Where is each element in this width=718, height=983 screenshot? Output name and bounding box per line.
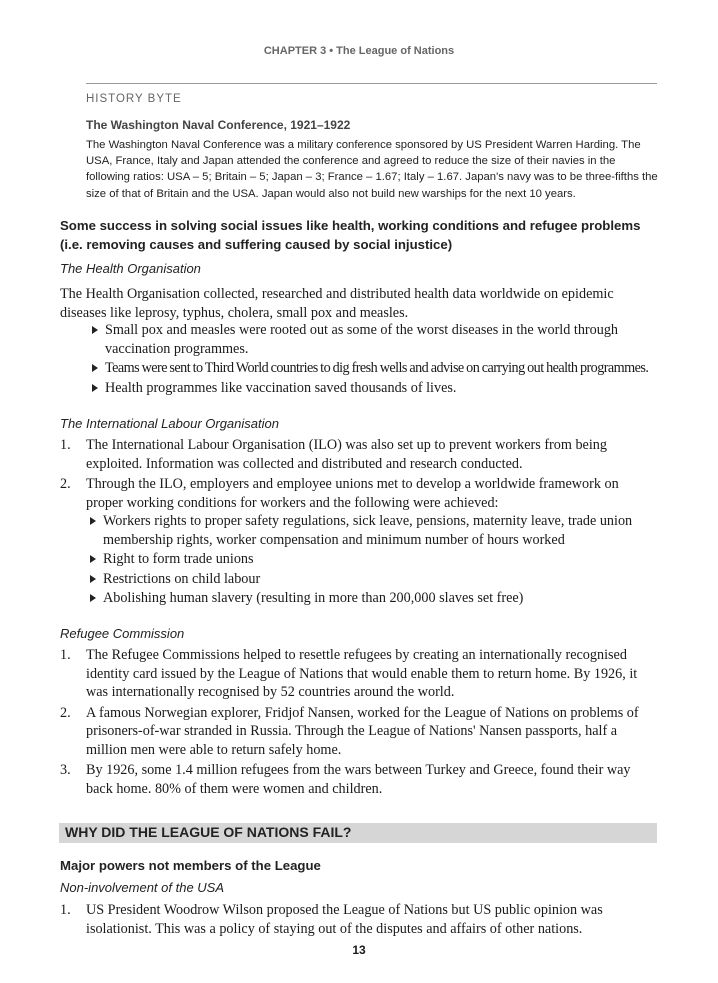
bullet-triangle-icon bbox=[90, 555, 96, 563]
usa-non-involvement-title: Non-involvement of the USA bbox=[60, 880, 225, 895]
numbered-item: 1. The Refugee Commissions helped to resettle refugees by creating an internationally recognised identity card issued by the League of Nations that would enable them to return home. By 1926, it was internationally recognised by 52 countries around the world. bbox=[60, 647, 638, 700]
bullet-triangle-icon bbox=[92, 326, 98, 334]
history-byte-title: The Washington Naval Conference, 1921–1922 bbox=[86, 118, 351, 132]
numbered-item: 1. US President Woodrow Wilson proposed the League of Nations but US public opinion was isolationist. This was a policy of staying out of the disputes and affairs of other nations. bbox=[60, 902, 603, 937]
list-item: Small pox and measles were rooted out as some of the worst diseases in the world through vaccination programmes. bbox=[88, 321, 668, 358]
social-issues-heading bbox=[60, 216, 680, 254]
bullet-triangle-icon bbox=[92, 364, 98, 372]
numbered-item: 2. Through the ILO, employers and employee unions met to develop a worldwide framework on proper working conditions for workers and the following were achieved: Workers rights to proper safety regulations, sick leave, pensions, maternity leave, trade union membership rights, worker compensation and minimum number of hours worked Right to form trade unions Restrictions on child labour Abolishing human slavery (resulting in more than 200,000 slaves set free) bbox=[60, 475, 658, 608]
list-item: Health programmes like vaccination saved thousands of lives. bbox=[88, 379, 668, 398]
list-item: Restrictions on child labour bbox=[86, 570, 658, 589]
page-number: 13 bbox=[352, 943, 366, 957]
ilo-title: The International Labour Organisation bbox=[60, 416, 279, 431]
health-organisation-title: The Health Organisation bbox=[60, 261, 201, 276]
list-item: Workers rights to proper safety regulations, sick leave, pensions, maternity leave, trade union membership rights, worker compensation and minimum number of hours worked bbox=[86, 512, 658, 549]
list-item: Right to form trade unions bbox=[86, 550, 658, 569]
major-powers-subheading: Major powers not members of the League bbox=[60, 858, 321, 873]
history-byte-label: HISTORY BYTE bbox=[86, 93, 182, 105]
health-organisation-intro: The Health Organisation collected, researched and distributed health data worldwide on epidemic diseases like leprosy, typhus, cholera, small pox and measles. bbox=[60, 286, 614, 321]
numbered-item: 3. By 1926, some 1.4 million refugees from the wars between Turkey and Greece, found their way back home. 80% of them were women and children. bbox=[60, 762, 631, 797]
ilo-list bbox=[60, 436, 658, 610]
bullet-triangle-icon bbox=[92, 384, 98, 392]
social-issues-heading-line2: (i.e. removing causes and suffering caused by social injustice) bbox=[60, 237, 453, 252]
social-issues-heading-line1: Some success in solving social issues like health, working conditions and refugee problems bbox=[60, 218, 641, 233]
refugee-list bbox=[60, 646, 658, 800]
refugee-commission-title: Refugee Commission bbox=[60, 626, 185, 641]
section-heading: WHY DID THE LEAGUE OF NATIONS FAIL? bbox=[65, 824, 352, 840]
bullet-triangle-icon bbox=[90, 575, 96, 583]
ilo-bullet-list bbox=[86, 512, 658, 608]
health-bullet-list bbox=[88, 321, 668, 398]
bullet-triangle-icon bbox=[90, 594, 96, 602]
header-divider bbox=[86, 83, 657, 84]
list-item: Abolishing human slavery (resulting in more than 200,000 slaves set free) bbox=[86, 589, 658, 608]
section-heading-bar bbox=[59, 823, 657, 843]
history-byte-body: The Washington Naval Conference was a military conference sponsored by US President Warren Harding. The USA, France, Italy and Japan attended the conference and agreed to reduce the size of their navies in the following ratios: USA – 5; Britain – 5; Japan – 3; France – 1.67; Italy – 1.67. Japan's navy was to be three-fifths the size of that of Britain and the USA. Japan would also not build new warships for the next 10 years. bbox=[86, 139, 658, 200]
numbered-item: 1. The International Labour Organisation (ILO) was also set up to prevent workers from being exploited. Information was collected and distributed and research conducted. bbox=[60, 437, 607, 472]
bullet-triangle-icon bbox=[90, 517, 96, 525]
usa-list bbox=[60, 901, 658, 940]
numbered-item: 2. A famous Norwegian explorer, Fridjof Nansen, worked for the League of Nations on problems of prisoners-of-war stranded in Russia. Through the League of Nations' Nansen passports, half a million men were able to return safely home. bbox=[60, 704, 639, 758]
list-item: Teams were sent to Third World countries to dig fresh wells and advise on carrying out health programmes. bbox=[88, 359, 668, 378]
chapter-header: CHAPTER 3 • The League of Nations bbox=[263, 45, 455, 57]
